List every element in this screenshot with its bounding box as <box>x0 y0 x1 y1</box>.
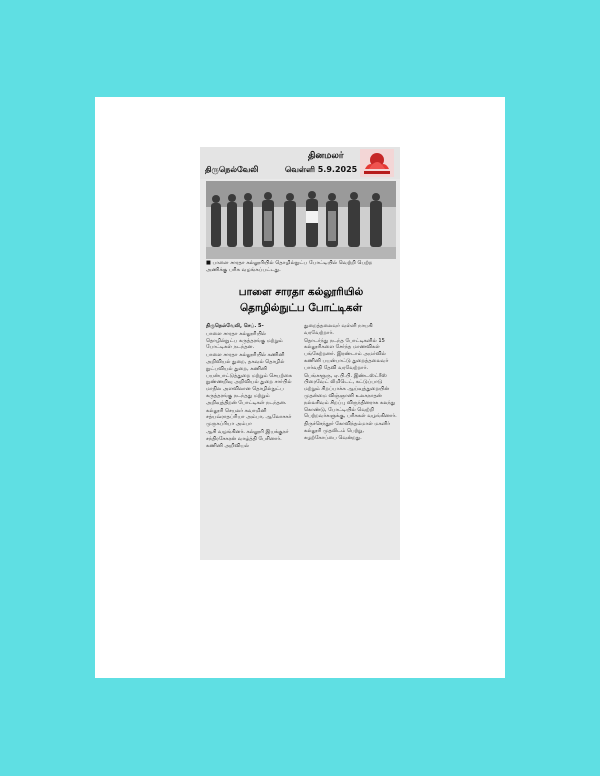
article-column-right <box>304 323 397 443</box>
paragraph: கல்லூரி செயலர் சுவாமினி சத்யவ்ராதப்ரியா அம்பா, ஆலோசகர் முருகப்ரியா அம்பா <box>206 407 292 428</box>
paragraph: துறைத்தலைவர் வள்ளி நாயகி வரவேற்றார். <box>304 323 373 336</box>
photo-caption: ■ பாளை சாரதா கல்லூரியில் தொழில்நுட்ப போட்டியில் வெற்றி பெற்ற அணிக்கு பரிசு வழங்கப்பட்டது. <box>206 260 373 273</box>
paragraph: பாளை சாரதா கல்லூரியில் தொழில்நுட்ப கருத்தரங்கு மற்றும் போட்டிகள் நடந்தன. <box>206 330 283 351</box>
paragraph: ஆசி வழங்கினர். கல்லூரி இயக்குநர் சந்திரசேகரன் வாழ்த்தி பேசினார். கணினி அறிவியல் <box>206 428 289 449</box>
article-column-left <box>206 323 299 450</box>
headline-line-1: பாளை சாரதா கல்லூரியில் <box>238 286 364 298</box>
dateline: திருநெல்வேலி, செப். 5- <box>206 323 264 329</box>
paragraph: திருச்செந்தூர் கோவிந்தம்மாள் மகளிர் கல்லூரி முதலிடம் பெற்று, சுழற்கோப்பை வென்றது. <box>304 421 391 441</box>
newspaper-name: தினமலர் <box>308 151 344 161</box>
masthead <box>200 147 400 179</box>
paragraph: பாளை சாரதா கல்லூரியில் கணினி அறிவியல் துறை, தகவல் தொழில் நுட்பவியல் துறை, கணினி பயன்பாட்டுத்துறை மற்றும் செயற்கை நுண்ணறிவு அறிவியல் துறை சார்பில் மாநில அளவிலான தொழில்நுட்ப கருத்தரங்கு நடந்தது மற்றும் அறிவுத்திறன் போட்டிகள் நடந்தன. <box>206 352 293 406</box>
paragraph: பெங்களூரு, ஏ.பி.பி. இண்டஸ்ட்ரீஸ் பிரைவேட் லிமிடெட், கட்டுப்பாடு மற்றும் சிறப்பாக்க ஆய்வுத்துறையின் முதன்மை விஞ்ஞானி உலகநாதன் நல்லசிவம் சிறப்பு விருந்தினராக கலந்து கொண்டு, போட்டியில் வெற்றி பெற்றவர்களுக்கு, பரிசுகள் வழங்கினார். <box>304 372 397 420</box>
headline <box>206 284 396 316</box>
group-photo <box>206 181 396 259</box>
edition-date: வெள்ளி 5.9.2025 <box>285 165 358 174</box>
headline-line-2: தொழில்நுட்ப போட்டிகள் <box>239 302 363 314</box>
paragraph: தொடர்ந்து நடந்த போட்டிகளில் 15 கல்லூரிகளை சேர்ந்த மாணவிகள் பங்கேற்றனர். இரண்டாம் அமர்வில் கணினி பயன்பாட்டு துறைத்தலைவர் பார்வதி தேவி வரவேற்றார். <box>304 337 389 371</box>
dinamalar-lotus-logo-icon <box>360 149 394 177</box>
edition-name: திருநெல்வேலி <box>205 165 259 174</box>
newspaper-clipping <box>200 147 400 560</box>
